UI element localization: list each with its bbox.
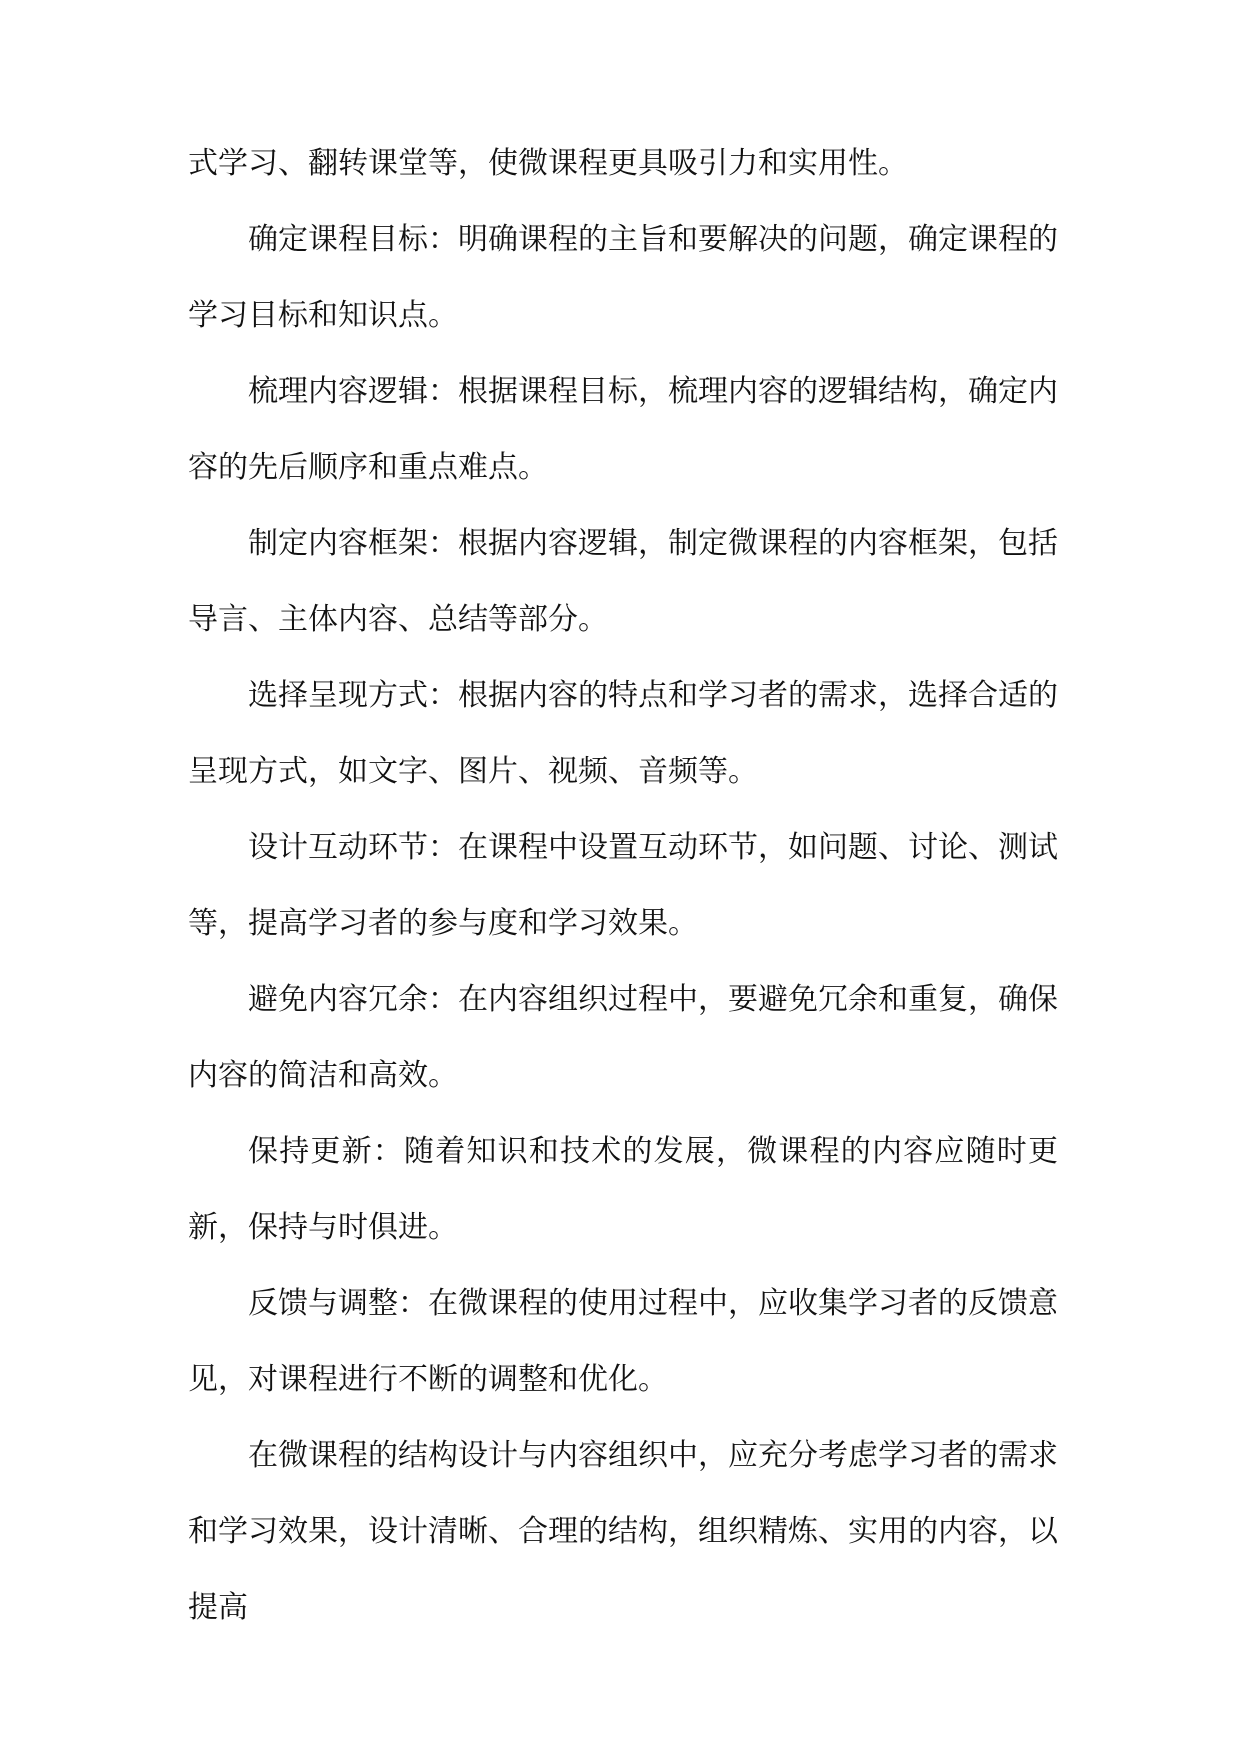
paragraph-presentation-mode: 选择呈现方式：根据内容的特点和学习者的需求，选择合适的呈现方式，如文字、图片、视频、音频等。 bbox=[188, 678, 1058, 789]
paragraph-summary: 在微课程的结构设计与内容组织中，应充分考虑学习者的需求和学习效果，设计清晰、合理的结构，组织精炼、实用的内容，以提高 bbox=[188, 1438, 1058, 1625]
paragraph-content-framework: 制定内容框架：根据内容逻辑，制定微课程的内容框架，包括导言、主体内容、总结等部分。 bbox=[188, 526, 1058, 637]
paragraph-continuation: 式学习、翻转课堂等，使微课程更具吸引力和实用性。 bbox=[188, 146, 908, 181]
body-text bbox=[188, 126, 1058, 1646]
paragraph-avoid-redundancy: 避免内容冗余：在内容组织过程中，要避免冗余和重复，确保内容的简洁和高效。 bbox=[188, 982, 1058, 1093]
paragraph-course-goals: 确定课程目标：明确课程的主旨和要解决的问题，确定课程的学习目标和知识点。 bbox=[188, 222, 1058, 333]
paragraph-feedback-adjustment: 反馈与调整：在微课程的使用过程中，应收集学习者的反馈意见，对课程进行不断的调整和优化。 bbox=[188, 1286, 1058, 1397]
paragraph-interaction-design: 设计互动环节：在课程中设置互动环节，如问题、讨论、测试等，提高学习者的参与度和学习效果。 bbox=[188, 830, 1058, 941]
paragraph-content-logic: 梳理内容逻辑：根据课程目标，梳理内容的逻辑结构，确定内容的先后顺序和重点难点。 bbox=[188, 374, 1058, 485]
paragraph-keep-updated: 保持更新：随着知识和技术的发展，微课程的内容应随时更新，保持与时俱进。 bbox=[188, 1134, 1058, 1245]
